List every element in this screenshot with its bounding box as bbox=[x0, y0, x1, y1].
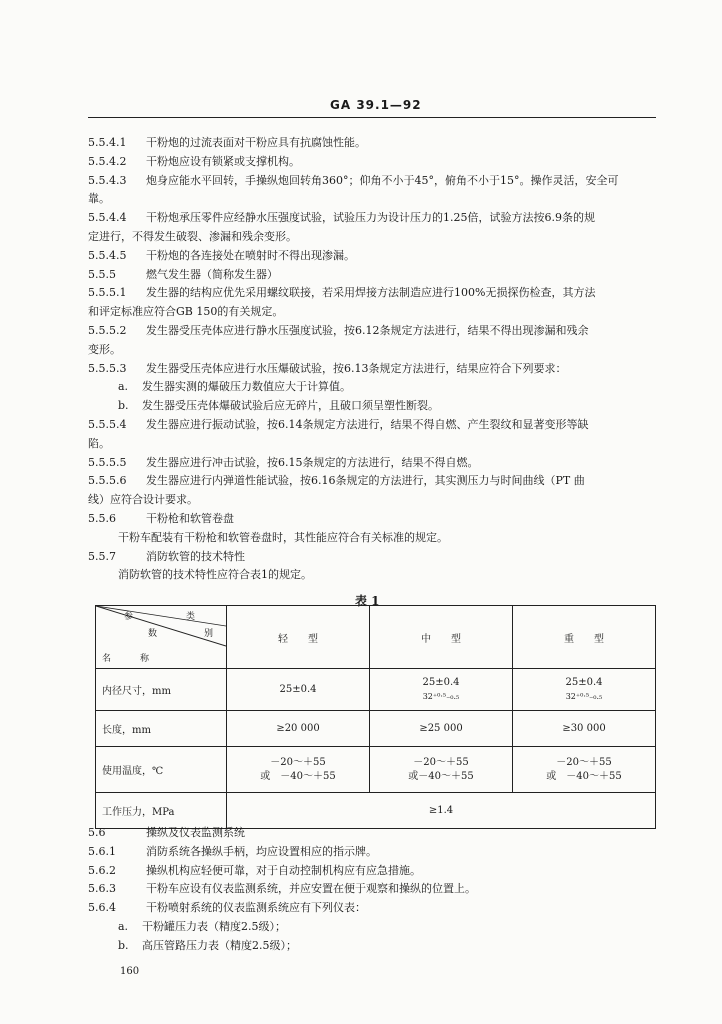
clause-number: 5.6.2 bbox=[88, 863, 116, 877]
clause-line bbox=[118, 939, 297, 953]
cell-value: －20～＋55 bbox=[556, 756, 612, 768]
clause-number: 5.5.7 bbox=[88, 549, 116, 563]
cell-length-heavy: ≥30 000 bbox=[513, 711, 656, 747]
clause-text: 发生器实测的爆破压力数值应大于计算值。 bbox=[142, 380, 351, 394]
hose-spec-table bbox=[95, 605, 656, 829]
clause-number: 5.5.4.2 bbox=[88, 154, 127, 168]
clause-text: 操纵机构应轻便可靠，对于自动控制机构应有应急措施。 bbox=[146, 863, 421, 877]
clause-line bbox=[88, 192, 110, 206]
clause-number: 5.6.4 bbox=[88, 901, 116, 915]
cell-diameter-heavy bbox=[513, 669, 656, 711]
clause-text: 发生器受压壳体应进行静水压强度试验，按6.12条规定方法进行，结果不得出现渗漏和残余 bbox=[146, 324, 589, 337]
clause-text: 干粉罐压力表（精度2.5级）； bbox=[142, 920, 286, 933]
clause-line bbox=[88, 550, 245, 564]
header-rule bbox=[88, 117, 656, 118]
cell-length-light: ≥20 000 bbox=[227, 711, 370, 747]
clause-text: 燃气发生器（简称发生器） bbox=[146, 267, 278, 281]
clause-number: a. bbox=[118, 380, 129, 394]
clause-text: 干粉车应设有仪表监测系统，并应安置在便于观察和操纵的位置上。 bbox=[146, 882, 476, 896]
clause-number: 5.5.4.4 bbox=[88, 211, 127, 225]
cell-diameter-light bbox=[227, 669, 370, 711]
clause-line bbox=[88, 418, 589, 432]
corner-label-e: 名 bbox=[102, 654, 112, 664]
clause-number: 5.5.5.1 bbox=[88, 286, 127, 300]
clause-line bbox=[88, 249, 355, 263]
clause-line bbox=[88, 136, 366, 150]
clause-text: 发生器应进行冲击试验，按6.15条规定的方法进行，结果不得自燃。 bbox=[146, 455, 479, 469]
cell-value: －20～＋55 bbox=[270, 756, 326, 768]
corner-label-b: 类 bbox=[186, 612, 196, 622]
clause-number: 5.5.5.2 bbox=[88, 324, 127, 337]
row-label-pressure: 工作压力，MPa bbox=[96, 793, 227, 829]
clause-text: 干粉炮的各连接处在喷射时不得出现渗漏。 bbox=[146, 248, 355, 262]
clause-text: 消防软管的技术特性应符合表1的规定。 bbox=[118, 568, 312, 582]
cell-temp-light bbox=[227, 747, 370, 793]
cell-value: 25±0.4 bbox=[279, 683, 317, 695]
clause-line bbox=[88, 230, 297, 244]
clause-text: 操纵及仪表监测系统 bbox=[146, 826, 245, 839]
clause-line bbox=[118, 399, 439, 413]
clause-line bbox=[118, 531, 448, 545]
corner-label-a: 参 bbox=[124, 612, 134, 622]
clause-line bbox=[88, 362, 567, 376]
cell-value: －20～＋55 bbox=[413, 756, 469, 768]
col-header-heavy: 重 型 bbox=[513, 606, 656, 669]
clause-text: 发生器应进行内弹道性能试验，按6.16条规定的方法进行，其实测压力与时间曲线（PT 曲 bbox=[146, 474, 585, 488]
clause-text: 靠。 bbox=[88, 192, 110, 206]
clause-line bbox=[88, 174, 619, 188]
cell-diameter-medium bbox=[370, 669, 513, 711]
clause-text: 发生器的结构应优先采用螺纹联接，若采用焊接方法制造应进行100%无损探伤检查，其方法 bbox=[146, 286, 596, 300]
clause-number: 5.5.5.6 bbox=[88, 474, 127, 488]
clause-number: b. bbox=[118, 399, 129, 413]
clause-line bbox=[88, 343, 121, 357]
page-number: 160 bbox=[120, 966, 140, 977]
clause-text: 消防系统各操纵手柄，均应设置相应的指示牌。 bbox=[146, 844, 377, 858]
cell-value: 25±0.4 bbox=[565, 676, 603, 688]
clause-number: 5.5.4.1 bbox=[88, 136, 127, 149]
clause-number: 5.5.4.3 bbox=[88, 173, 127, 187]
clause-text: 陷。 bbox=[88, 436, 110, 450]
cell-temp-heavy bbox=[513, 747, 656, 793]
clause-number: a. bbox=[118, 920, 129, 933]
cell-temp-medium bbox=[370, 747, 513, 793]
row-label-temperature: 使用温度，℃ bbox=[96, 747, 227, 793]
clause-line bbox=[88, 286, 595, 300]
clause-line bbox=[88, 882, 476, 896]
clause-line bbox=[88, 211, 595, 225]
clause-number: b. bbox=[118, 938, 129, 952]
clause-line bbox=[88, 268, 278, 282]
row-label-length: 长度，mm bbox=[96, 711, 227, 747]
clause-line bbox=[88, 305, 283, 319]
col-header-light: 轻 型 bbox=[227, 606, 370, 669]
clause-text: 干粉炮应设有锁紧或支撑机构。 bbox=[146, 154, 300, 168]
cell-pressure-merged: ≥1.4 bbox=[227, 793, 656, 829]
clause-text: 定进行，不得发生破裂、渗漏和残余变形。 bbox=[88, 230, 297, 243]
row-label-diameter: 内径尺寸，mm bbox=[96, 669, 227, 711]
clause-line bbox=[88, 437, 110, 451]
clause-number: 5.5.4.5 bbox=[88, 248, 127, 262]
clause-text: 炮身应能水平回转，手操纵炮回转角360°；仰角不小于45°，俯角不小于15°。操作灵活，安全可 bbox=[146, 173, 619, 187]
corner-label-d: 别 bbox=[204, 629, 214, 639]
clause-line bbox=[88, 826, 245, 840]
cell-value: 或－40～＋55 bbox=[408, 770, 474, 782]
clause-text: 变形。 bbox=[88, 342, 121, 356]
clause-number: 5.6 bbox=[88, 826, 106, 839]
clause-number: 5.5.6 bbox=[88, 512, 116, 525]
col-header-medium: 中 型 bbox=[370, 606, 513, 669]
clause-line bbox=[88, 493, 198, 507]
clause-number: 5.5.5.5 bbox=[88, 455, 127, 469]
clause-line bbox=[118, 920, 286, 934]
clause-text: 消防软管的技术特性 bbox=[146, 549, 245, 563]
clause-line bbox=[88, 901, 366, 915]
clause-text: 干粉炮承压零件应经静水压强度试验，试验压力为设计压力的1.25倍，试验方法按6.9条的规 bbox=[146, 211, 595, 225]
clause-line bbox=[88, 512, 234, 526]
cell-length-medium: ≥25 000 bbox=[370, 711, 513, 747]
corner-label-c: 数 bbox=[148, 629, 158, 639]
clause-line bbox=[88, 155, 300, 169]
cell-value: 32⁺⁰·⁵₋₀.₅ bbox=[422, 691, 460, 701]
clause-line bbox=[118, 568, 312, 582]
clause-text: 干粉车配装有干粉枪和软管卷盘时，其性能应符合有关标准的规定。 bbox=[118, 530, 448, 544]
clause-line bbox=[88, 845, 377, 859]
table-caption: 表 1 bbox=[355, 594, 380, 608]
clause-line bbox=[88, 474, 585, 488]
clause-text: 线）应符合设计要求。 bbox=[88, 493, 198, 507]
clause-text: 发生器应进行振动试验，按6.14条规定方法进行，结果不得自燃、产生裂纹和显著变形等缺 bbox=[146, 418, 589, 431]
clause-number: 5.6.1 bbox=[88, 844, 116, 858]
clause-line bbox=[88, 864, 421, 878]
clause-line bbox=[88, 456, 479, 470]
clause-text: 发生器受压壳体爆破试验后应无碎片，且破口须呈塑性断裂。 bbox=[142, 399, 439, 413]
clause-text: 干粉喷射系统的仪表监测系统应有下列仪表： bbox=[146, 901, 366, 915]
cell-value: 25±0.4 bbox=[422, 676, 460, 688]
clause-line bbox=[118, 380, 351, 394]
clause-number: 5.6.3 bbox=[88, 882, 116, 896]
clause-number: 5.5.5.3 bbox=[88, 361, 127, 375]
cell-value: 32⁺⁰·⁵₋₀.₅ bbox=[565, 691, 603, 701]
cell-value: 或 －40～＋55 bbox=[260, 770, 336, 782]
clause-text: 高压管路压力表（精度2.5级）； bbox=[142, 938, 297, 952]
clause-text: 和评定标准应符合GB 150的有关规定。 bbox=[88, 305, 284, 319]
table-corner-cell bbox=[96, 606, 227, 669]
standard-code: GA 39.1—92 bbox=[330, 98, 422, 112]
clause-text: 干粉枪和软管卷盘 bbox=[146, 512, 234, 525]
clause-line bbox=[88, 324, 589, 338]
clause-text: 发生器受压壳体应进行水压爆破试验，按6.13条规定方法进行，结果应符合下列要求： bbox=[146, 361, 567, 375]
corner-label-f: 称 bbox=[140, 654, 150, 664]
clause-number: 5.5.5 bbox=[88, 267, 116, 281]
cell-value: 或 －40～＋55 bbox=[546, 770, 622, 782]
clause-number: 5.5.5.4 bbox=[88, 418, 127, 431]
clause-text: 干粉炮的过流表面对干粉应具有抗腐蚀性能。 bbox=[146, 136, 366, 149]
